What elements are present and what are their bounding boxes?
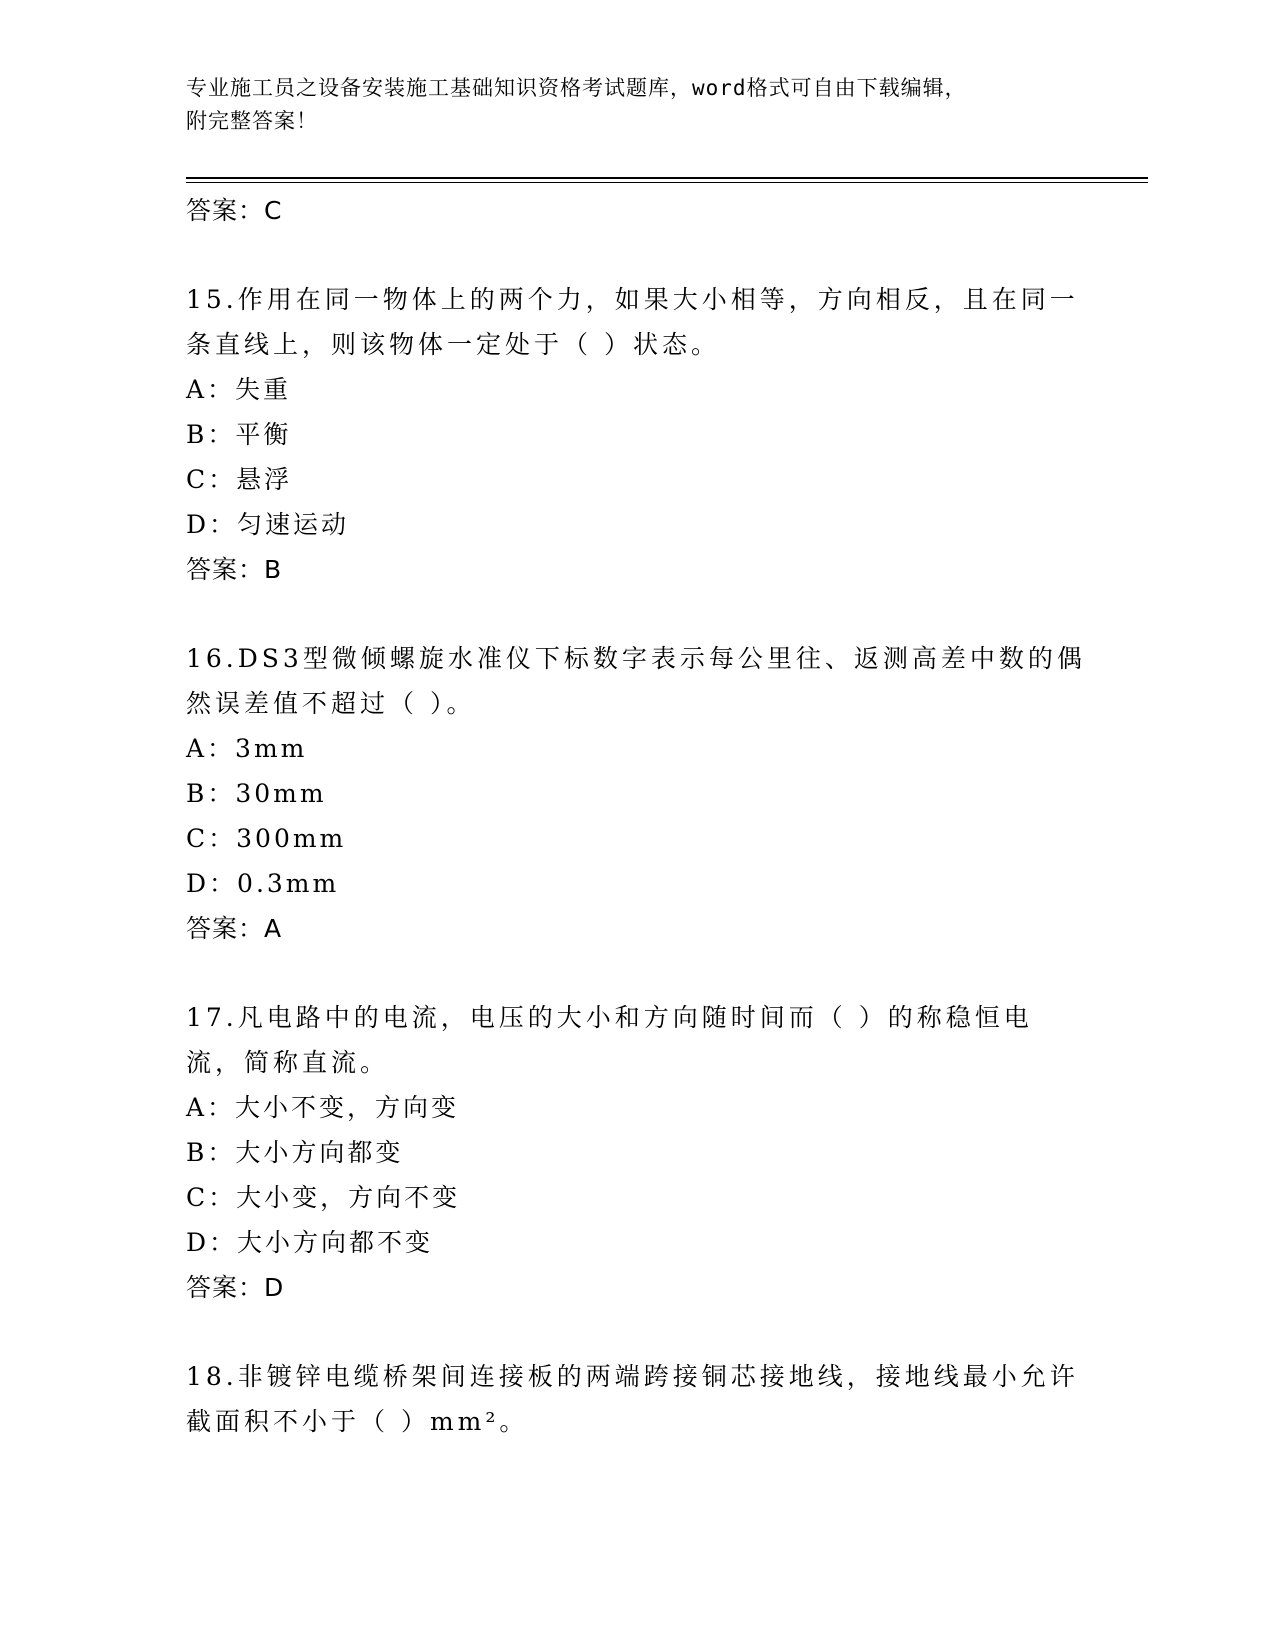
option-a: A：大小不变，方向变 (186, 1093, 460, 1122)
question-18 (186, 1354, 1106, 1444)
option-d: D：大小方向都不变 (186, 1228, 434, 1257)
header-rule (186, 177, 1148, 179)
option-c: C：大小变，方向不变 (186, 1183, 461, 1212)
question-15 (186, 277, 1106, 592)
option-d: D：匀速运动 (186, 510, 350, 539)
answer-line: 答案：D (186, 1273, 285, 1302)
option-a: A：失重 (186, 375, 292, 404)
option-d: D：0.3mm (186, 869, 340, 898)
option-c: C：300mm (186, 824, 347, 853)
header-rule-thin (186, 182, 1148, 183)
question-16 (186, 636, 1106, 951)
answer-line: 答案：A (186, 914, 283, 943)
question-gap (186, 592, 1106, 636)
question-stem: 18.非镀锌电缆桥架间连接板的两端跨接铜芯接地线，接地线最小允许截面积不小于（ ）mm²。 (186, 1362, 1079, 1436)
option-b: B：大小方向都变 (186, 1138, 404, 1167)
option-c: C：悬浮 (186, 465, 293, 494)
question-gap (186, 1310, 1106, 1354)
option-a: A：3mm (186, 734, 308, 763)
page-header (186, 72, 1066, 138)
question-gap (186, 233, 1106, 277)
answer-line: 答案：C (186, 196, 283, 225)
question-gap (186, 951, 1106, 995)
option-b: B：平衡 (186, 420, 292, 449)
question-17 (186, 995, 1106, 1310)
question-stem: 16.DS3型微倾螺旋水准仪下标数字表示每公里往、返测高差中数的偶然误差值不超过（ ）。 (186, 644, 1086, 718)
header-line-1: 专业施工员之设备安装施工基础知识资格考试题库，word格式可自由下载编辑， (186, 76, 967, 100)
question-list (186, 188, 1106, 1444)
question-stem: 15.作用在同一物体上的两个力，如果大小相等，方向相反，且在同一条直线上，则该物体一定处于（ ）状态。 (186, 285, 1079, 359)
answer-line: 答案：B (186, 555, 283, 584)
header-line-2: 附完整答案！ (186, 109, 318, 133)
option-b: B：30mm (186, 779, 327, 808)
question-stem: 17.凡电路中的电流，电压的大小和方向随时间而（ ）的称稳恒电流，简称直流。 (186, 1003, 1033, 1077)
